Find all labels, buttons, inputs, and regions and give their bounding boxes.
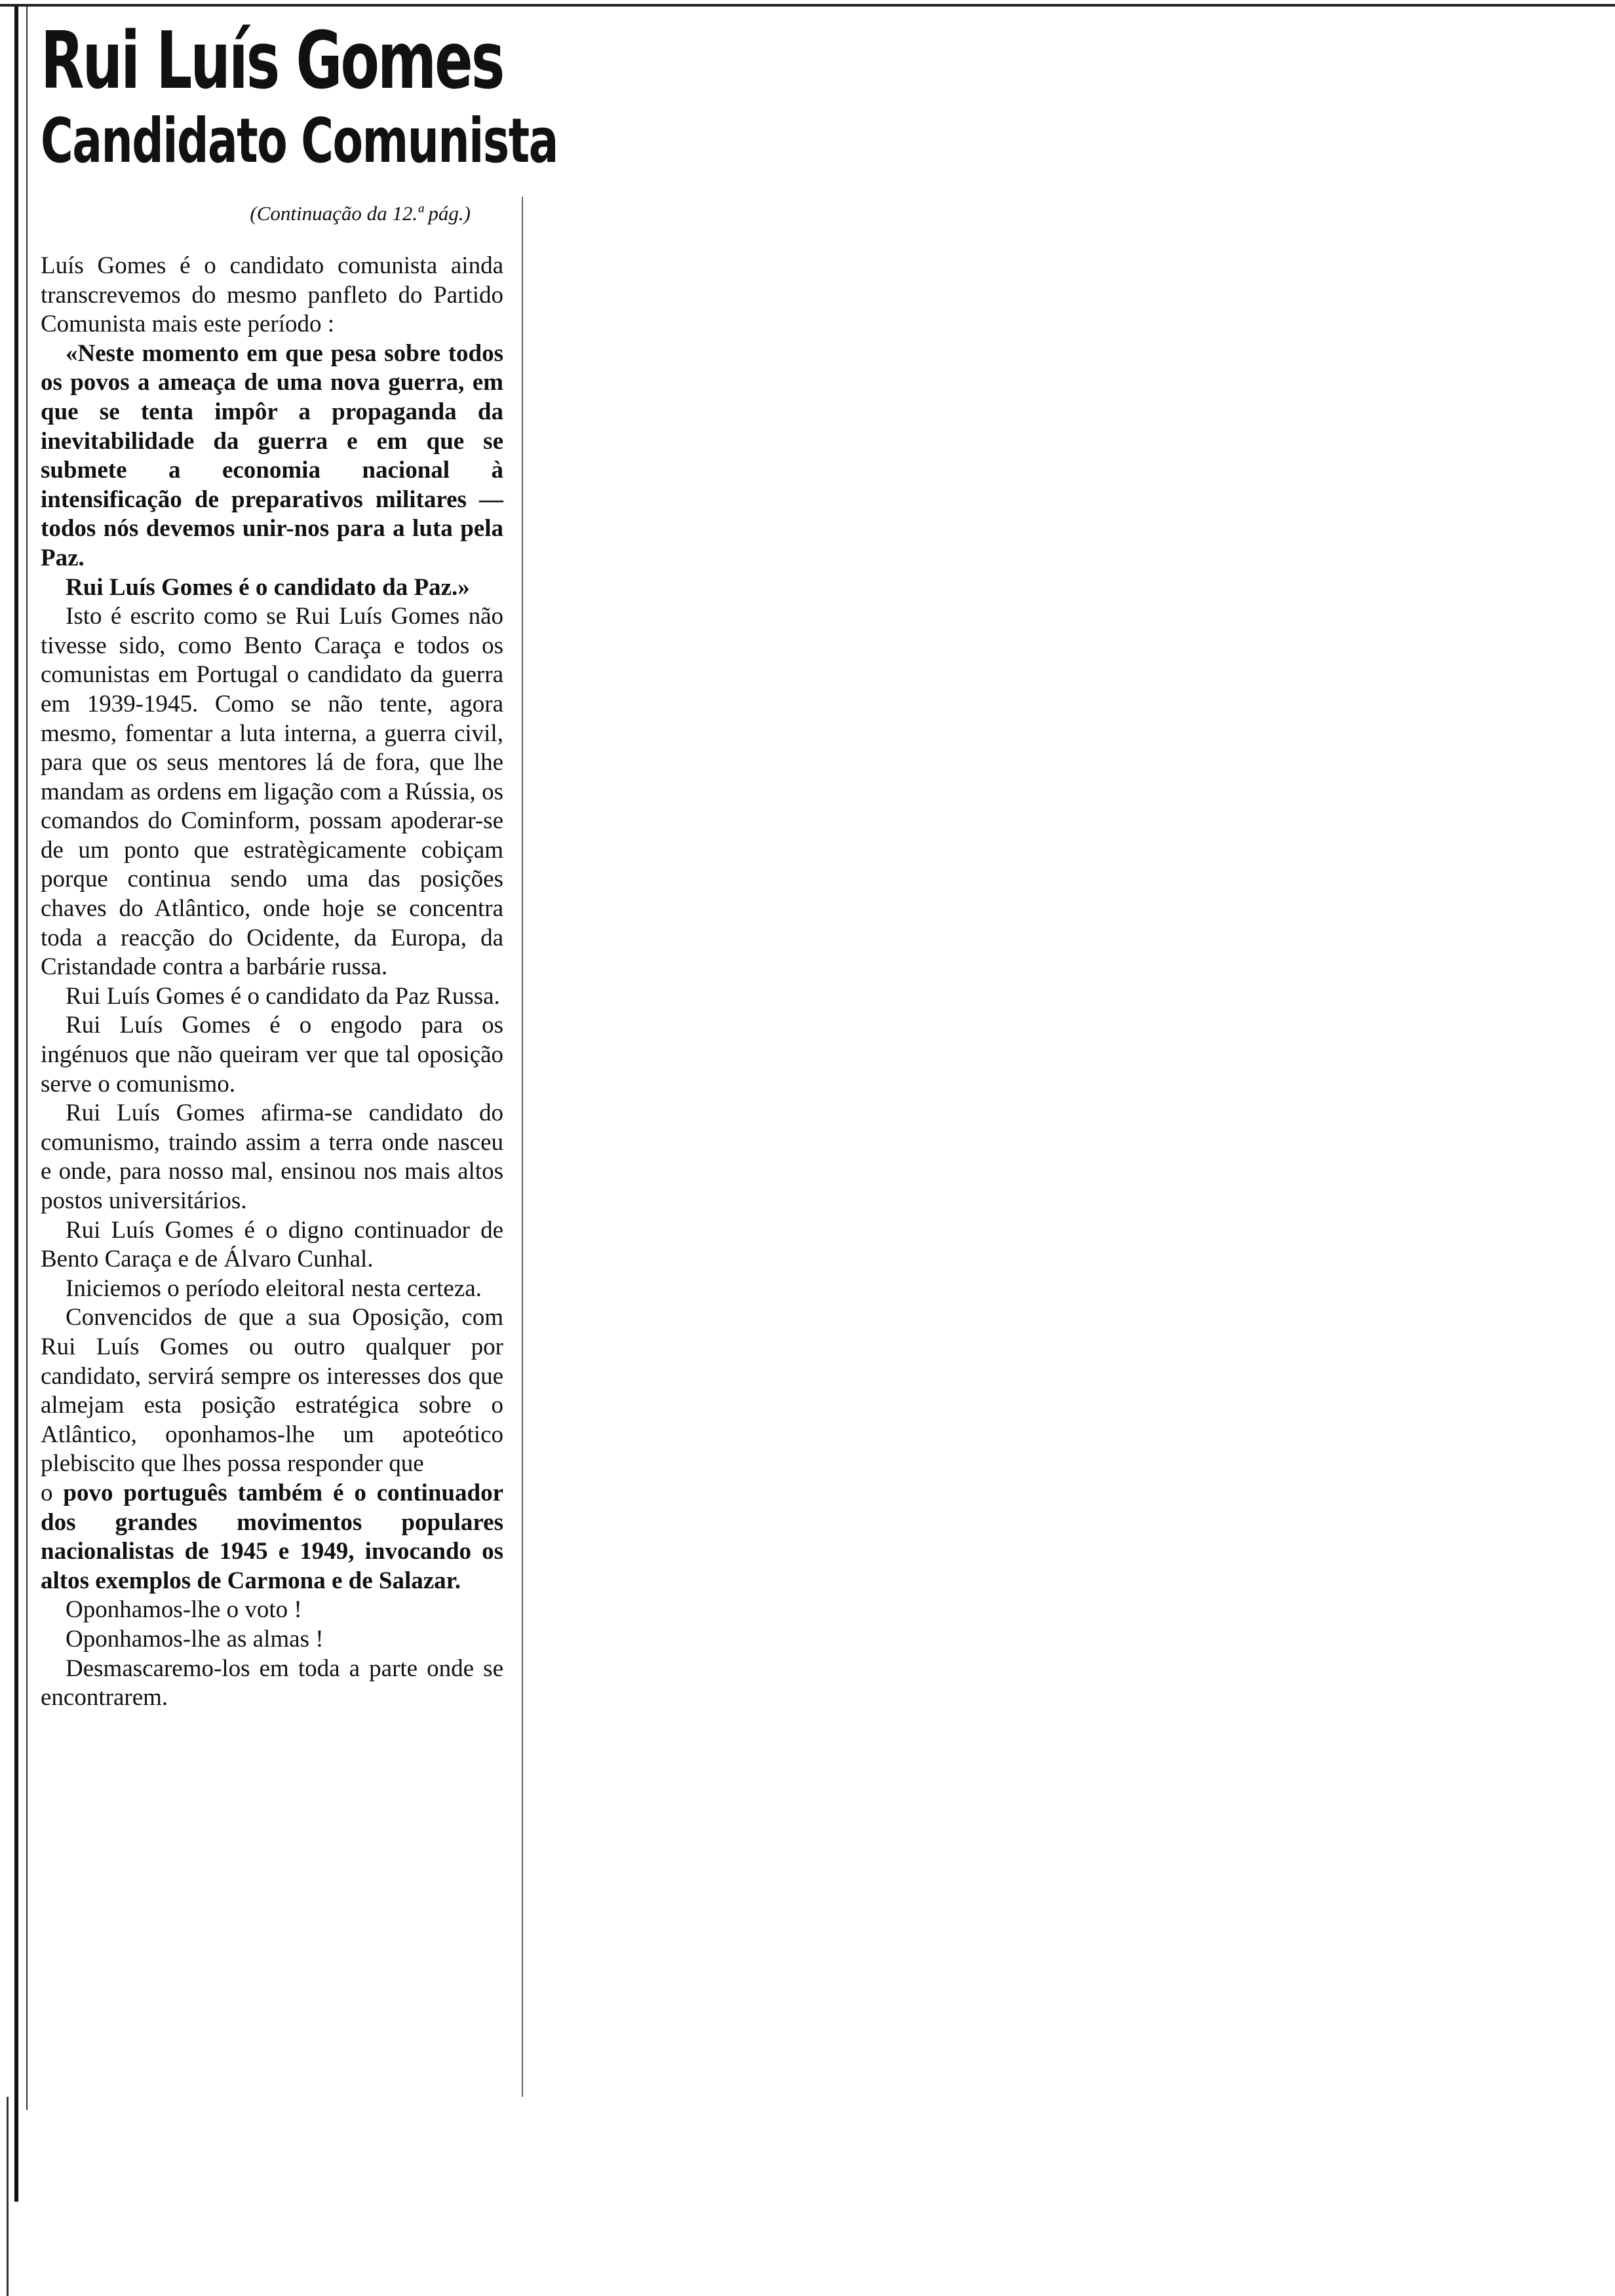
closing-line: Oponhamos-lhe o voto ! [66, 1596, 302, 1624]
left-lower-rule [7, 2097, 9, 2296]
body-paragraph: Rui Luís Gomes afirma-se candidato do comunismo, traindo assim a terra onde nasceu e onde, para nosso mal, ensinou nos mais altos postos universitários. [41, 1100, 503, 1214]
newspaper-article [41, 16, 558, 1713]
article-body [41, 252, 503, 1713]
body-paragraph: Rui Luís Gomes é o engodo para os ingénuos que não queiram ver que tal oposição serve o comunismo. [41, 1012, 503, 1098]
closing-line: Desmascaremo-los em toda a parte onde se encontrarem. [41, 1655, 503, 1712]
top-border-rule [0, 4, 1615, 7]
body-paragraph: Luís Gomes é o candidato comunista ainda transcrevemos do mesmo panfleto do Partido Comunista mais este período : [41, 252, 503, 338]
body-paragraph: Rui Luís Gomes é o candidato da Paz Russa. [66, 982, 500, 1010]
mixed-paragraph [41, 1479, 503, 1596]
article-headline: Rui Luís Gomes [41, 16, 503, 107]
mixed-paragraph-bold: povo português também é o continuador dos grandes movimentos populares nacionalistas de 1945 e 1949, invocando os altos exemplos de Carmona e de Salazar. [41, 1479, 503, 1594]
closing-line: Oponhamos-lhe as almas ! [66, 1625, 324, 1653]
quoted-paragraph: «Neste momento em que pesa sobre todos os povos a ameaça de uma nova guerra, em que se tenta impôr a propaganda da inevitabilidade da guerra e em que se submete a economia nacional à intensificação de preparativos militares — todos nós devemos unir-nos para a luta pela Paz. [41, 339, 503, 571]
body-paragraph: Isto é escrito como se Rui Luís Gomes não tivesse sido, como Bento Caraça e todos os comunistas em Portugal o candidato da guerra em 1939-1945. Como se não tente, agora mesmo, fomentar a luta interna, a guerra civil, para que os seus mentores lá de fora, que lhe mandam as ordens em ligação com a Rússia, os comandos do Cominform, possam apoderar-se de um ponto que estratègicamente cobiçam porque continua sendo uma das posições chaves do Atlântico, onde hoje se concentra toda a reacção do Ocidente, da Europa, da Cristandade contra a barbárie russa. [41, 603, 503, 981]
left-border-rule [14, 7, 18, 2202]
quoted-paragraph: Rui Luís Gomes é o candidato da Paz.» [66, 573, 470, 601]
body-paragraph: Rui Luís Gomes é o digno continuador de Bento Caraça e de Álvaro Cunhal. [41, 1216, 503, 1273]
body-paragraph: Iniciemos o período eleitoral nesta certeza. [66, 1274, 482, 1302]
article-subheadline: Candidato Comunista [41, 105, 558, 177]
left-inner-rule [26, 7, 28, 2110]
continuation-note: (Continuação da 12.ª pág.) [250, 202, 471, 225]
column-divider-rule [522, 197, 523, 2097]
body-paragraph: Convencidos de que a sua Oposição, com Rui Luís Gomes ou outro qualquer por candidato, servirá sempre os interesses dos que almejam esta posição estratégica sobre o Atlântico, oponhamos-lhe um apoteótico plebiscito que lhes possa responder que [41, 1304, 503, 1478]
mixed-paragraph-lead: o [41, 1479, 53, 1506]
